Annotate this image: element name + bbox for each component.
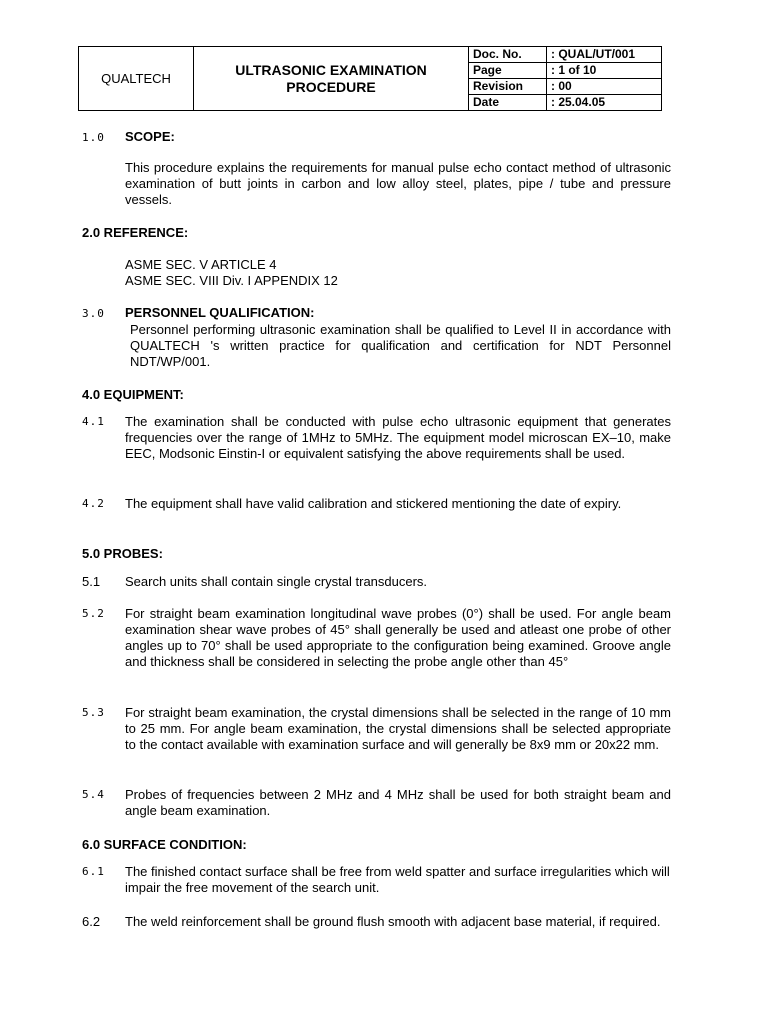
- section-heading: SCOPE:: [125, 129, 175, 144]
- item-number: 5.1: [82, 574, 101, 589]
- item-text: The finished contact surface shall be free from weld spatter and surface irregularities which will impair the free movement of the search unit.: [125, 864, 670, 895]
- section-heading: 2.0 REFERENCE:: [82, 225, 189, 240]
- company-name: QUALTECH: [79, 47, 194, 111]
- item-number: 6.1: [82, 865, 105, 878]
- item-text: The examination shall be conducted with pulse echo ultrasonic equipment that generates frequencies over the range of 1MHz to 5MHz. The equipment model microscan EX–10, make EEC, Modsonic Einstin-I or equivalent satisfying the above requirements shall be used.: [125, 414, 671, 461]
- title-line-2: PROCEDURE: [286, 78, 376, 95]
- item-text: Probes of frequencies between 2 MHz and 4 MHz shall be used for both straight beam and angle beam examination.: [125, 787, 671, 818]
- doc-no-value: : QUAL/UT/001: [547, 47, 662, 63]
- doc-no-label: Doc. No.: [469, 47, 547, 63]
- item-number: 5.3: [82, 706, 105, 719]
- page-value: : 1 of 10: [547, 63, 662, 79]
- revision-value: : 00: [547, 79, 662, 95]
- title-line-1: ULTRASONIC EXAMINATION: [235, 61, 427, 78]
- revision-label: Revision: [469, 79, 547, 95]
- item-text: The equipment shall have valid calibration and stickered mentioning the date of expiry.: [125, 496, 622, 511]
- item-number: 4.1: [82, 415, 105, 428]
- item-text: Search units shall contain single crystal transducers.: [125, 574, 428, 589]
- item-text: For straight beam examination, the crystal dimensions shall be selected in the range of 10 mm to 25 mm. For angle beam examination, the crystal dimensions shall be selected appropriate to the contact available with examination surface and will generally be 8x9 mm or 20x22 mm.: [125, 705, 671, 752]
- reference-item: ASME SEC. V ARTICLE 4: [125, 257, 277, 272]
- date-value: : 25.04.05: [547, 95, 662, 111]
- item-number: 5.4: [82, 788, 105, 801]
- item-number: 6.2: [82, 914, 101, 929]
- item-text: For straight beam examination longitudinal wave probes (0°) shall be used. For angle beam examination shear wave probes of 45° shall generally be used and atleast one probe of other angles up to 70° shall be used appropriate to the configuration being examined. Groove angle and thickness shall be considered in selecting the probe angle other than 45°: [125, 606, 671, 669]
- item-number: 5.2: [82, 607, 105, 620]
- item-text: The weld reinforcement shall be ground flush smooth with adjacent base material, if required.: [125, 914, 661, 929]
- section-heading: 4.0 EQUIPMENT:: [82, 387, 184, 402]
- document-header-table: [78, 46, 662, 111]
- date-label: Date: [469, 95, 547, 111]
- section-number: 1.0: [82, 131, 105, 144]
- section-heading: 6.0 SURFACE CONDITION:: [82, 837, 247, 852]
- section-heading: 5.0 PROBES:: [82, 546, 163, 561]
- reference-list: [125, 257, 671, 289]
- section-number: 3.0: [82, 307, 105, 320]
- section-text: Personnel performing ultrasonic examination shall be qualified to Level II in accordance with QUALTECH 's written practice for qualification and certification for NDT Personnel NDT/WP/001.: [130, 322, 671, 369]
- section-text: This procedure explains the requirements for manual pulse echo contact method of ultrasonic examination of butt joints in carbon and low alloy steel, plates, pipe / tube and pressure vessels.: [125, 160, 671, 207]
- item-number: 4.2: [82, 497, 105, 510]
- page-label: Page: [469, 63, 547, 79]
- section-heading: PERSONNEL QUALIFICATION:: [125, 305, 315, 320]
- document-title: [194, 47, 469, 111]
- reference-item: ASME SEC. VIII Div. I APPENDIX 12: [125, 273, 338, 288]
